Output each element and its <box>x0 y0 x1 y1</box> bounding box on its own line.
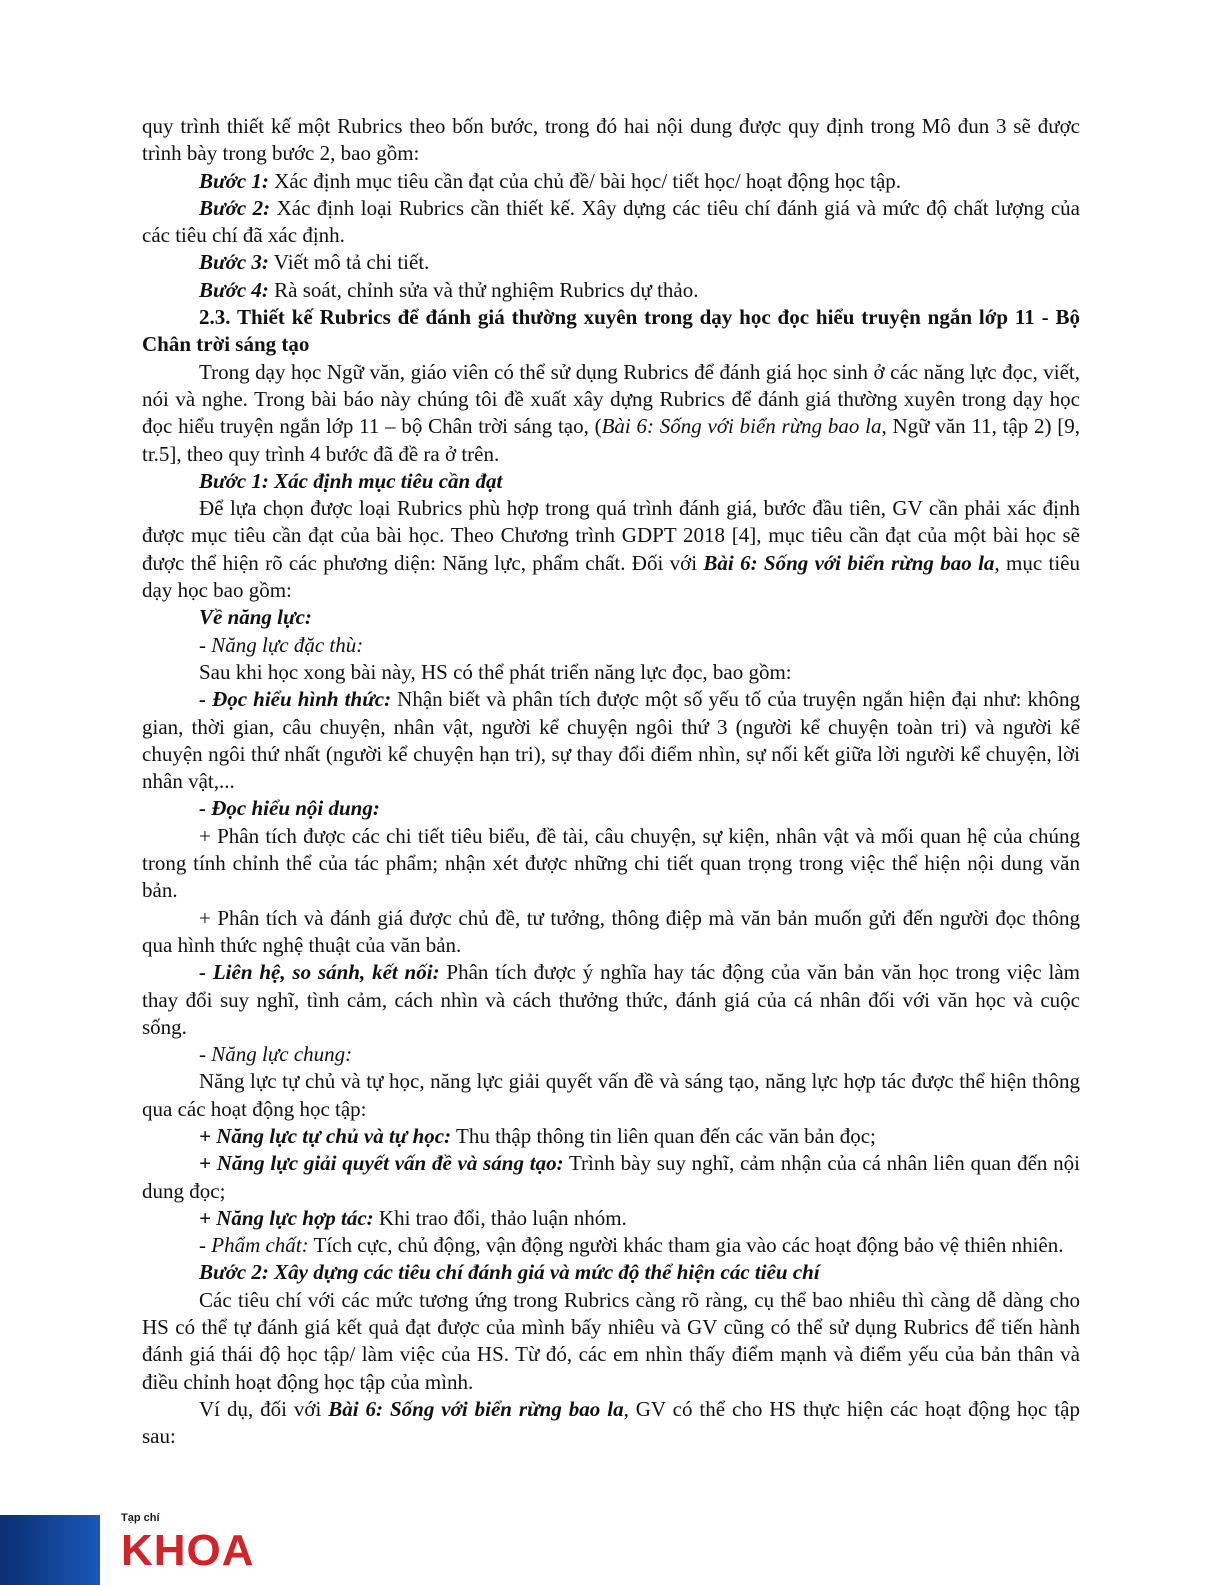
logo-small-text: Tạp chí <box>121 1512 160 1524</box>
paragraph <box>142 168 1080 195</box>
paragraph <box>142 905 1080 960</box>
text-run: quy trình thiết kế một Rubrics theo bốn bước, trong đó hai nội dung được quy định trong Mô đun 3 sẽ được trình bày trong bước 2, bao gồm: <box>142 114 1080 166</box>
text-run: Tích cực, chủ động, vận động người khác tham gia vào các hoạt động bảo vệ thiên nhiên. <box>308 1233 1064 1258</box>
text-run: Về năng lực: <box>199 605 312 630</box>
text-run: 2.3. Thiết kế Rubrics để đánh giá thường xuyên trong dạy học đọc hiểu truyện ngắn lớp 11 - Bộ Chân trời sáng tạo <box>142 305 1080 357</box>
paragraph <box>142 659 1080 686</box>
paragraph <box>142 1287 1080 1396</box>
text-run: Sau khi học xong bài này, HS có thể phát triển năng lực đọc, bao gồm: <box>199 659 792 684</box>
paragraph <box>142 1041 1080 1068</box>
text-run: - Năng lực chung: <box>199 1042 353 1067</box>
text-run: Khi trao đổi, thảo luận nhóm. <box>373 1205 627 1230</box>
paragraph <box>142 1123 1080 1150</box>
paragraph <box>142 277 1080 304</box>
paragraph <box>142 632 1080 659</box>
text-run: Xác định mục tiêu cần đạt của chủ đề/ bài học/ tiết học/ hoạt động học tập. <box>268 168 902 193</box>
text-run: Nhận biết và phân tích được một số yếu tố của truyện ngắn hiện đại như: không gian, thời gian, câu chuyện, nhân vật, người kể chuyện ngôi thứ 3 (người kể chuyện toàn tri) và người kể chuyện ngôi thứ nhất (người kể chuyện hạn tri), sự thay đổi điểm nhìn, sự nối kết giữa lời người kể chuyện, lời nhân vật,... <box>142 687 1080 794</box>
text-run: Ví dụ, đối với <box>199 1396 329 1421</box>
paragraph <box>142 359 1080 468</box>
text-run: , Ngữ văn 11, tập 2) [9, tr.5], theo quy trình 4 bước đã đề ra ở trên. <box>142 414 1081 466</box>
text-run: + Năng lực tự chủ và tự học: <box>199 1123 452 1148</box>
paragraph <box>142 823 1080 905</box>
text-run: Các tiêu chí với các mức tương ứng trong Rubrics càng rõ ràng, cụ thể bao nhiêu thì càng dễ dàng cho HS có thể tự đánh giá kết quả đạt được của mình bấy nhiêu và GV cũng có thể sử dụng Rubrics để tiến hành đánh giá thái độ học tập/ làm việc của HS. Từ đó, các em nhìn thấy điểm mạnh và điểm yếu của bản thân và điều chỉnh hoạt động học tập của mình. <box>142 1287 1080 1394</box>
paragraph <box>142 959 1080 1041</box>
text-run: Bước 2: Xây dựng các tiêu chí đánh giá và mức độ thể hiện các tiêu chí <box>199 1260 820 1285</box>
text-run: Năng lực tự chủ và tự học, năng lực giải quyết vấn đề và sáng tạo, năng lực hợp tác được thể hiện thông qua các hoạt động học tập: <box>142 1069 1080 1121</box>
text-run: Trong dạy học Ngữ văn, giáo viên có thể sử dụng Rubrics để đánh giá học sinh ở các năng lực đọc, viết, nói và nghe. Trong bài báo này chúng tôi đề xuất xây dựng Rubrics để đánh giá thường xuyên trong dạy học đọc hiểu truyện ngắn lớp 11 – bộ Chân trời sáng tạo, ( <box>142 359 1080 439</box>
paragraph <box>142 1205 1080 1232</box>
text-run: - Liên hệ, so sánh, kết nối: <box>199 960 440 985</box>
text-run: Bài 6: Sống với biển rừng bao la <box>601 414 882 439</box>
paragraph <box>142 686 1080 795</box>
text-run: , mục tiêu dạy học bao gồm: <box>142 550 1080 603</box>
paragraph <box>142 249 1080 276</box>
paragraph <box>142 495 1080 604</box>
text-run: Rà soát, chỉnh sửa và thử nghiệm Rubrics dự thảo. <box>268 277 699 302</box>
text-run: + Phân tích và đánh giá được chủ đề, tư tưởng, thông điệp mà văn bản muốn gửi đến người đọc thông qua hình thức nghệ thuật của văn bản. <box>142 905 1080 957</box>
text-run: - Năng lực đặc thù: <box>199 632 364 657</box>
text-run: Phân tích được ý nghĩa hay tác động của văn bản văn học trong việc làm thay đổi suy nghĩ, tình cảm, cách nhìn và cách thưởng thức, đánh giá của cá nhân đối với văn học và cuộc sống. <box>142 960 1081 1039</box>
text-run: Bước 4: <box>199 277 269 302</box>
paragraph <box>142 1232 1080 1259</box>
text-run: Bước 2: <box>199 195 271 220</box>
text-run: Bước 1: <box>199 168 269 193</box>
paragraph <box>142 304 1080 359</box>
article-body <box>142 113 1080 1451</box>
text-run: Bài 6: Sống với biển rừng bao la <box>703 550 995 575</box>
text-run: Xác định loại Rubrics cần thiết kế. Xây dựng các tiêu chí đánh giá và mức độ chất lượng của các tiêu chí đã xác định. <box>142 195 1080 248</box>
paragraph <box>142 113 1080 168</box>
text-run: Để lựa chọn được loại Rubrics phù hợp trong quá trình đánh giá, bước đầu tiên, GV cần phải xác định được mục tiêu cần đạt của bài học. Theo Chương trình GDPT 2018 [4], mục tiêu cần đạt của một bài học sẽ được thể hiện rõ các phương diện: Năng lực, phẩm chất. Đối với <box>142 496 1080 575</box>
paragraph <box>142 468 1080 495</box>
text-run: , GV có thể cho HS thực hiện các hoạt động học tập sau: <box>142 1396 1080 1449</box>
paragraph <box>142 604 1080 631</box>
paragraph <box>142 1396 1080 1451</box>
text-run: - Phẩm chất: <box>199 1233 309 1258</box>
text-run: Bài 6: Sống với biển rừng bao la <box>328 1396 624 1421</box>
paragraph <box>142 1259 1080 1286</box>
text-run: - Đọc hiểu hình thức: <box>199 687 392 712</box>
paragraph <box>142 195 1080 250</box>
logo-main-text: KHOA <box>121 1526 255 1575</box>
text-run: + Năng lực giải quyết vấn đề và sáng tạo: <box>199 1151 564 1176</box>
text-run: Trình bày suy nghĩ, cảm nhận của cá nhân liên quan đến nội dung đọc; <box>142 1151 1080 1203</box>
text-run: - Đọc hiểu nội dung: <box>199 796 380 821</box>
text-run: + Phân tích được các chi tiết tiêu biểu, đề tài, câu chuyện, sự kiện, nhân vật và mối quan hệ của chúng trong tính chỉnh thể của tác phẩm; nhận xét được những chi tiết quan trọng trong việc thể hiện nội dung văn bản. <box>142 823 1080 903</box>
footer-color-bar <box>0 1515 100 1585</box>
text-run: Bước 1: Xác định mục tiêu cần đạt <box>199 468 503 493</box>
journal-logo <box>121 1512 281 1585</box>
text-run: + Năng lực hợp tác: <box>199 1205 374 1230</box>
paragraph <box>142 1068 1080 1123</box>
paragraph <box>142 795 1080 822</box>
text-run: Thu thập thông tin liên quan đến các văn bản đọc; <box>451 1123 876 1148</box>
paragraph <box>142 1150 1080 1205</box>
text-run: Bước 3: <box>199 250 269 275</box>
text-run: Viết mô tả chi tiết. <box>268 250 430 275</box>
